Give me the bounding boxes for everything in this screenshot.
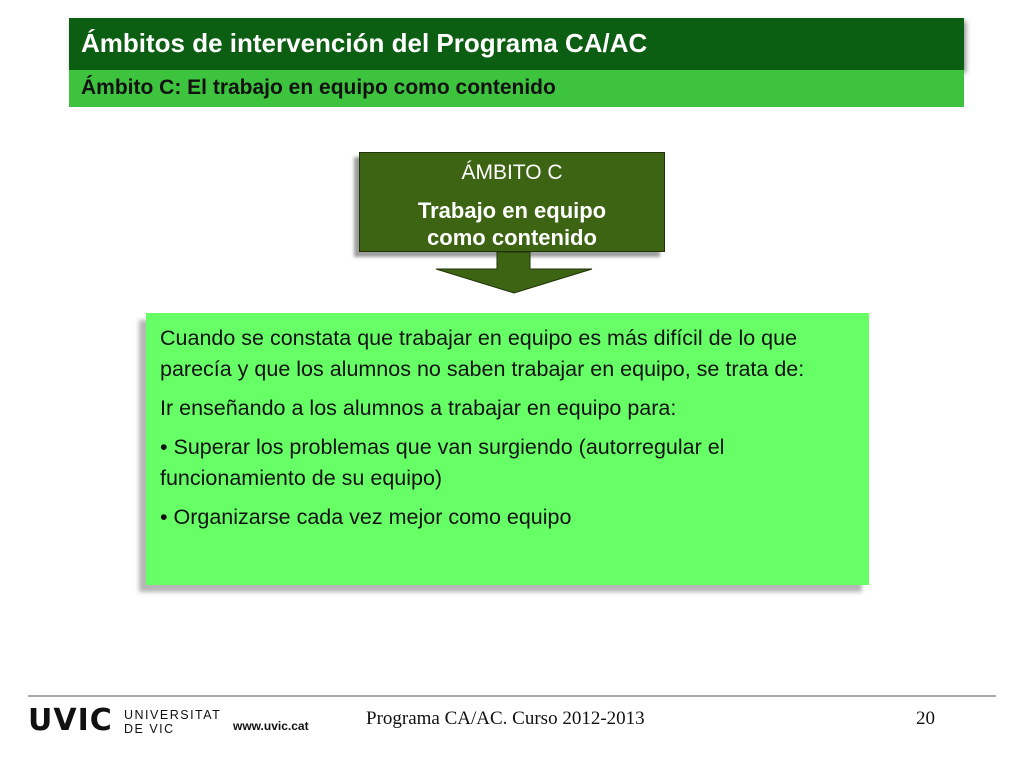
slide-subtitle: Ámbito C: El trabajo en equipo como contenido xyxy=(81,76,556,99)
footer-course: Programa CA/AC. Curso 2012-2013 xyxy=(366,708,645,729)
page-number: 20 xyxy=(916,708,935,729)
content-box xyxy=(146,313,869,585)
ambit-heading: ÁMBITO C xyxy=(461,161,563,184)
subtitle-bar xyxy=(69,70,964,107)
ambit-line-1: Trabajo en equipo xyxy=(417,198,607,223)
down-arrow-icon xyxy=(430,252,600,298)
logo-line-1: UNIVERSITAT xyxy=(124,708,222,722)
ambit-line-2: como contenido xyxy=(427,225,597,250)
logo-line-2: DE VIC xyxy=(124,722,175,736)
slide-title: Ámbitos de intervención del Programa CA/AC xyxy=(81,28,648,58)
content-bullet-1: • Superar los problemas que van surgiendo (autorregular el funcionamiento de su equipo) xyxy=(160,435,725,490)
title-bar xyxy=(69,18,964,70)
ambit-c-box xyxy=(359,152,665,252)
footer-divider xyxy=(28,695,996,697)
content-paragraph-1: Cuando se constata que trabajar en equipo es más difícil de lo que parecía y que los alumnos no saben trabajar en equipo, se trata de: xyxy=(160,326,805,381)
uvic-logo-subtitle xyxy=(124,708,221,736)
uvic-logo: UVIC xyxy=(28,703,113,738)
content-bullet-2: • Organizarse cada vez mejor como equipo xyxy=(160,505,572,529)
website-link[interactable]: www.uvic.cat xyxy=(233,719,309,733)
content-paragraph-2: Ir enseñando a los alumnos a trabajar en equipo para: xyxy=(160,396,677,420)
